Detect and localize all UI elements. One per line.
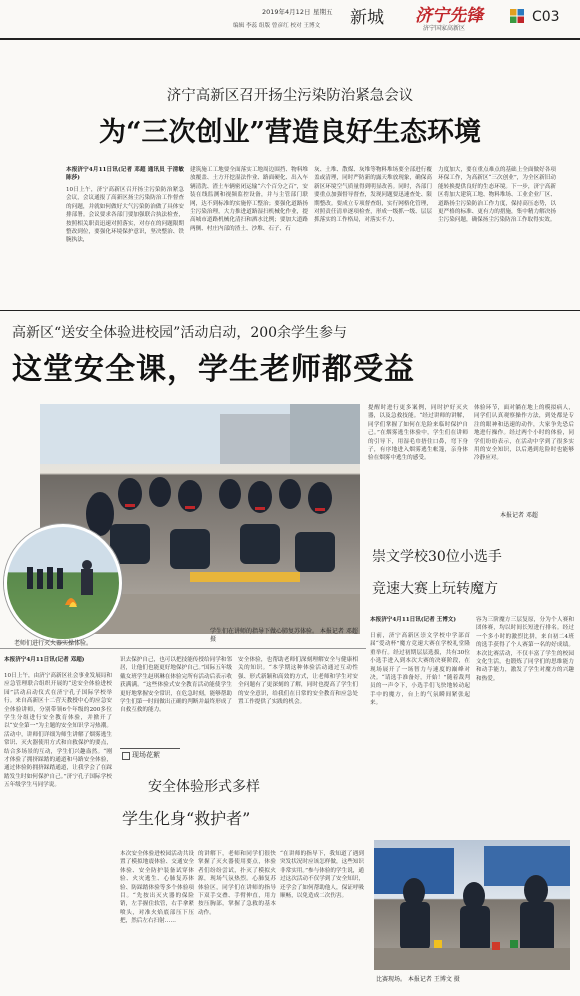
page-number: C03	[532, 9, 560, 25]
logo-mark-icon	[509, 8, 525, 24]
divider-1	[0, 310, 580, 311]
article4-col2: 的讲解下，老师和同学们很快掌握了灭火器使用要点，体验者们纷纷尝试，扑灭了模拟火源，现场气氛热烈。心肺复苏体验区，同学们在讲师的指导下双手交叠、手臂伸直，用力按压胸部，掌握了急救的基本动作。	[198, 851, 276, 916]
article3-byline: 本报济宁4月11日讯(记者 王博文)	[370, 617, 457, 623]
article3-headline2: 竞速大赛上玩转魔方	[372, 581, 498, 597]
article2-reporter: 本报记者 邓超	[500, 512, 538, 519]
inset-caption: 老师们进行灭火器实操体验。	[14, 640, 93, 647]
article3-col1: 日前，济宁高新区崇文学校中学部首届“爱动杯”魔方竞速大赛在学校礼堂隆重举行。经过初期层层选拔，共有30位小选手进入到本次大赛的决赛阶段，在现场展开了一场智力与速度的巅峰对决。“请选手准备好，开始！”随着裁判员的一声令下，小选手们飞快地转动起手中的魔方，台上的气氛瞬间紧张起来。	[370, 633, 470, 707]
paper-logo	[415, 0, 503, 30]
article2-byline: 本报济宁4月11日讯(记者 邓超)	[4, 657, 85, 663]
fire-drill-illustration	[7, 527, 119, 639]
rubiks-contest-illustration	[374, 840, 570, 970]
article1-col3: 灰、土堆、散煤、灰堆等物料堆场要全部进行覆盖或清理，同时严防新的露天堆放现象，确保高新区环境空气质量得到明显改善。同时，各部门要重点加强督导督查，发现问题要迅速查处、限期整改。要成立专项督查组，实行网格化管理，对照责任清单逐项检查，形成一级抓一级、层层抓落实的工作格局，对落实不力、	[314, 167, 432, 224]
article3-headline1: 崇文学校30位小选手	[372, 549, 502, 565]
divider-2	[0, 648, 366, 649]
article4-col3: “在讲师的指导下，我知道了遇到突发状况时应该怎样做，这些知识非常实用。”参与体验的学生说，通过这次活动不仅学到了安全知识，还学会了如何帮助他人，保证呼吸顺畅，以免造成二次伤害。	[280, 851, 364, 900]
article1-byline: 本报济宁4月11日讯(记者 邓超 通讯员 于清敏 陈莎)	[66, 167, 184, 182]
sidebar-banner	[120, 748, 180, 761]
masthead-date: 2019年4月12日	[262, 8, 311, 16]
article4-headline1: 安全体验形式多样	[148, 779, 260, 795]
article2-col2: 识去保护自己，也可以把技能传授给同学和邻居，让他们也能更好地保护自己。”国际五年级戴女班学生赵琪琳在体验完所有活动后表示收获满满。“这些体验式安全教育活动能使学生更好地掌握安全常识，在危急时刻，能够帮助学生们第一时间做出正确的判断并最终形成了自救互救的能力。	[120, 657, 232, 714]
article2-col5: 体验环节，面对躺在地上的模拟病人，同学们认真观察操作方法，到处都是专注的眼神和迅速的动作，大家争先恐后地进行操作。经过两个小时的体验，同学们纷纷表示，在活动中学到了很多实用的安全知识，以后遇到危险时也能够冷静应对。	[474, 405, 574, 462]
masthead-editors: 编辑 李蕊 组版 曾彦红 校对 王博文	[233, 23, 321, 29]
inset-photo	[4, 524, 122, 642]
article2-col1: 10日上午，由济宁高新区社会事业发展局和应急管理联合组织开展的“送安全体验进校园”活动启动仪式在济宁孔子国际学校举行。来自高新区十二营天教授中心的应急安全体验讲师，分别带领6个年级的200多位学生分组进行安全教育体验，并掀开了以“安全第一”为主题的安全知识学习热潮。活动中，讲师们详细为师生讲解了烟雾逃生常识、灭火器使用方式和自救保护的要点，结合多场景的互动，学生们兴趣盎然。“刚才体验了拥挤踩踏的通道和马路安全体验，通过体验防拥挤踩踏通道，让我学会了在踩踏发生时如何保护自己。”济宁孔子国际学校五年级学生马同学说。	[4, 673, 112, 789]
article1-col1: 10日上午，济宁高新区召开扬尘污染防治紧急会议，会议通报了高新区扬尘污染防治工作督查的问题，并就如何做好大气污染防治做了具体安排部署。会议要求各部门要加强联合执法检查，按照相关职责迅速对照落实，对存在的问题限期整改到位，要强化环境保护意识，坚决整治、铁腕执法，	[66, 187, 184, 244]
article1-kicker: 济宁高新区召开扬尘污染防治紧急会议	[166, 88, 414, 104]
article1-col4: 力度加大，要在重点难点的基础上全面做好各项环保工作，为高新区“三次创业”，为全区新旧动能转换提供良好的生态环境。下一步，济宁高新区将加大建筑工地、物料堆场、工业企业厂区、道路扬尘污染防治工作力度，保持高压态势，以更严格的标准、更有力的措施，集中精力解决扬尘污染问题，确保扬尘污染防治工作取得实效。	[438, 167, 556, 224]
main-photo-caption: 学生们在讲师的指导下做心肺复苏体验。 本报记者 邓超 摄	[210, 628, 358, 643]
rubiks-photo	[374, 840, 570, 970]
masthead-rule	[0, 38, 580, 40]
paper-name: 济宁先锋	[415, 6, 483, 26]
rubiks-caption: 比赛现场。 本报记者 王博文 摄	[376, 976, 460, 983]
article2-kicker: 高新区“送安全体验进校园”活动启动，200余学生参与	[12, 325, 348, 341]
paper-sub: 济宁国家高新区	[423, 25, 466, 32]
article2-col3: 安全体验，也帮助老师们深刻理解安全与健康相关的知识。“本学期这种体验活动通过互动性强、形式新颖和高效的方式，让老师和学生对安全问题有了更深刻的了解，同时也提高了学生们的安全意识，给我们在日常的安全教育和应急处置工作提供了实践的机会。	[238, 657, 358, 706]
banner-label: 现场花絮	[132, 751, 160, 759]
article1-headline: 为“三次创业”营造良好生态环境	[98, 117, 482, 148]
article2-headline: 这堂安全课，学生老师都受益	[12, 352, 415, 387]
masthead	[0, 0, 580, 44]
article2-col4: 提醒时进行更多案例，同时护好灭火器，以及急救技能。“经过讲师的讲解，同学们掌握了如何在危险来临时保护自己。”在烟雾逃生体验中，学生们在讲师的引导下，用湿毛巾捂住口鼻，弯下身子，有序地进入烟雾逃生帐篷，亲身体验在烟雾中逃生的感受。	[368, 405, 468, 462]
article4-headline2: 学生化身“救护者”	[122, 809, 251, 828]
article1-col2: 建筑施工工地要全面落实工地周边围挡、物料堆放覆盖、土方开挖湿法作业、路面硬化、出入车辆清洗、渣土车辆密闭运输“六个百分之百”，安装在线监测和视频监控设备，并与主管部门联网，达不到标准的实施停工整治；要强化道路扬尘污染治理，大力推进道路湿扫机械化作业，提高城市道路机械化清扫和洒水比例；要加大道路两侧、村庄内部的渣土、沙堆、石子、石	[190, 167, 308, 232]
masthead-weekday: 星期五	[313, 8, 333, 16]
masthead-section: 新城	[350, 8, 384, 28]
banner-square-icon	[122, 752, 130, 760]
article3-col2: 容为三阶魔方三层复原，分为个人赛和团体赛，均以时间长短进行排名。经过一个多小时的激烈比拼，来自初二4班的选手获得了个人赛第一名的好成绩。本次比赛活动，不仅丰富了学生的校园文化生活，也锻炼了同学们的思维能力和动手能力，激发了学生对魔方的兴趣和热爱。	[476, 617, 574, 682]
article4-col1: 本次安全体验进校园活动共设置了模拟地震体验、交通安全体验、安全防护装备试穿体验、火灾逃生、心肺复苏体验、防踩踏体验等多个体验项目。“先按出灭火器的保险销，左手握住软管，右手拿紧喷头，对准火焰底部压下压把，然后左右扫射……	[120, 851, 194, 925]
